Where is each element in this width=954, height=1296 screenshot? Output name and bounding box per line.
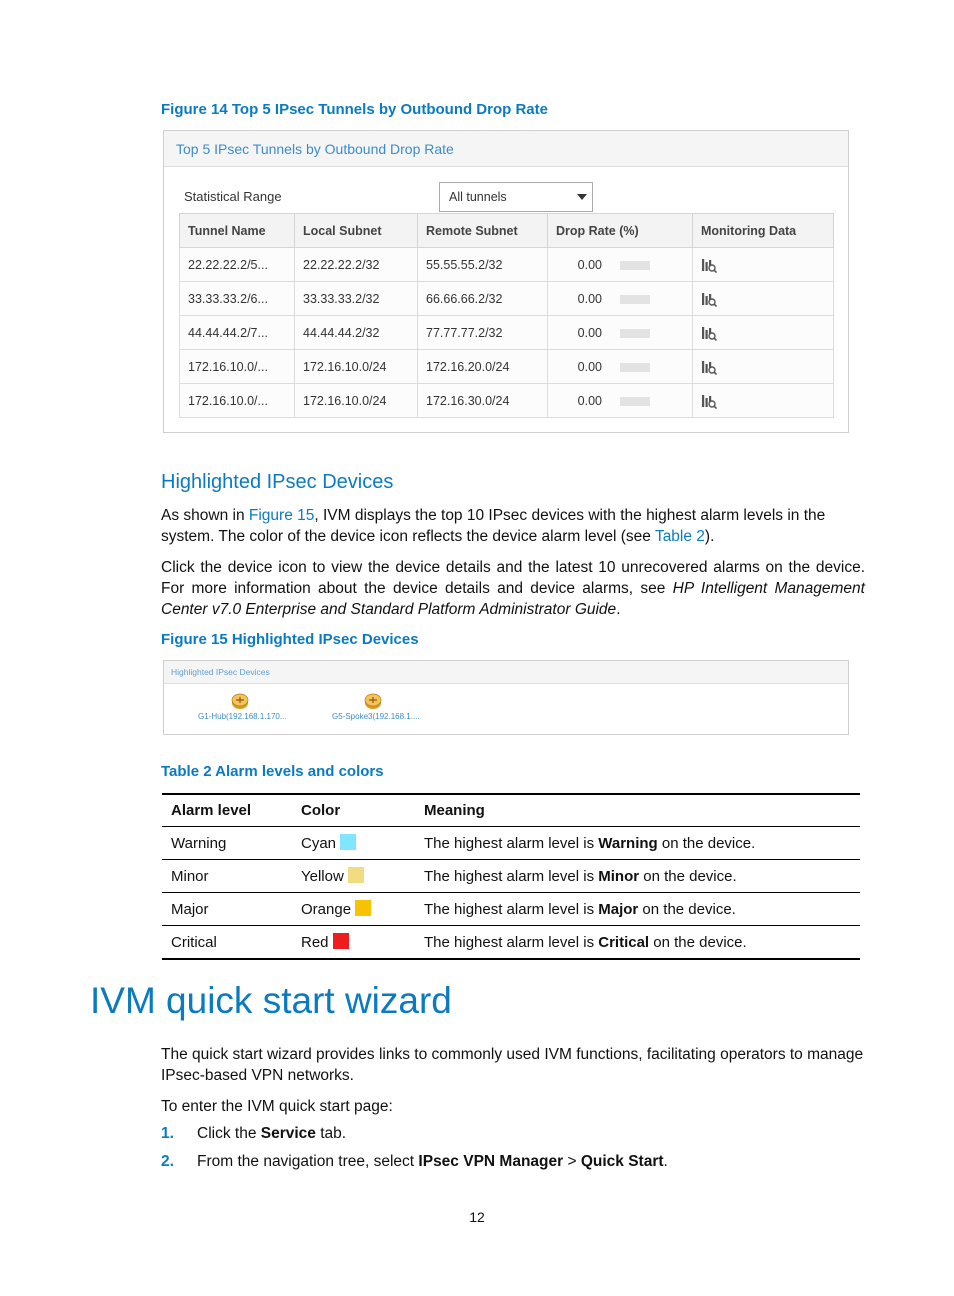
remote-subnet-cell: 55.55.55.2/32 — [418, 248, 548, 282]
drop-rate-value: 0.00 — [577, 393, 602, 408]
color-swatch — [333, 933, 349, 949]
step-1 — [161, 1123, 347, 1144]
nav-ref: IPsec VPN Manager — [418, 1153, 564, 1170]
drop-rate-bar — [620, 363, 650, 372]
tunnel-name-cell: 22.22.22.2/5... — [180, 248, 295, 282]
page-number: 12 — [469, 1209, 485, 1225]
panel-title: Highlighted IPsec Devices — [164, 661, 848, 684]
tunnel-name-cell: 172.16.10.0/... — [180, 350, 295, 384]
table-row — [180, 316, 834, 350]
figure15-link[interactable]: Figure 15 — [248, 507, 315, 524]
paragraph-2 — [161, 557, 865, 620]
text: Click the device icon to view the device details and the latest 10 unrecovered alarms on the device. For more information about the device details and device alarms, see — [161, 559, 865, 597]
text: . — [616, 601, 621, 618]
text: on the device. — [657, 834, 756, 852]
tunnel-name-cell: 172.16.10.0/... — [180, 384, 295, 418]
paragraph-1 — [161, 505, 865, 547]
step-number: 1. — [161, 1125, 174, 1142]
drop-rate-value: 0.00 — [577, 257, 602, 272]
chevron-down-icon — [577, 194, 587, 200]
col-local-subnet[interactable]: Local Subnet — [295, 214, 418, 248]
text: Click the — [197, 1125, 261, 1142]
remote-subnet-cell: 77.77.77.2/32 — [418, 316, 548, 350]
color-swatch — [348, 867, 364, 883]
table-row — [180, 282, 834, 316]
guide-title: HP Intelligent Management Center v7.0 Enterprise and Standard Platform Administrator Guide — [161, 580, 865, 618]
color-name: Yellow — [301, 868, 344, 885]
step-text — [197, 1123, 346, 1144]
alarm-level-bold: Major — [598, 900, 639, 918]
tunnels-table — [179, 213, 834, 418]
local-subnet-cell: 44.44.44.2/32 — [295, 316, 418, 350]
text: The highest alarm level is — [424, 933, 599, 951]
monitoring-cell — [693, 316, 834, 350]
tunnel-name-cell: 33.33.33.2/6... — [180, 282, 295, 316]
step-text — [197, 1151, 668, 1172]
local-subnet-cell: 172.16.10.0/24 — [295, 350, 418, 384]
figure15-caption: Figure 15 Highlighted IPsec Devices — [161, 631, 419, 648]
table-row — [162, 893, 860, 926]
text: on the device. — [638, 900, 736, 918]
alarm-level-bold: Minor — [598, 867, 640, 885]
step-2 — [161, 1151, 668, 1172]
service-tab-ref: Service — [260, 1125, 316, 1142]
col-color: Color — [301, 802, 341, 819]
meaning-cell — [415, 926, 860, 960]
local-subnet-cell: 22.22.22.2/32 — [295, 248, 418, 282]
text: The highest alarm level is — [424, 900, 599, 918]
statistical-range-select[interactable] — [439, 182, 593, 212]
table-row — [180, 384, 834, 418]
table-row — [180, 350, 834, 384]
monitoring-data-icon[interactable] — [701, 291, 717, 305]
drop-rate-bar — [620, 329, 650, 338]
text: , IVM displays the top 10 IPsec devices with the highest alarm levels in the system. The color of the device icon reflects the device alarm level (see — [161, 507, 826, 545]
monitoring-cell — [693, 248, 834, 282]
meaning-cell — [415, 827, 860, 860]
col-drop-rate[interactable]: Drop Rate (%) — [548, 214, 693, 248]
remote-subnet-cell: 172.16.30.0/24 — [418, 384, 548, 418]
table-row — [162, 860, 860, 893]
text: > — [563, 1153, 581, 1170]
col-monitoring-data: Monitoring Data — [693, 214, 834, 248]
text: tab. — [315, 1125, 347, 1142]
text: As shown in — [161, 507, 249, 524]
tunnel-name-cell: 44.44.44.2/7... — [180, 316, 295, 350]
table2-caption: Table 2 Alarm levels and colors — [161, 763, 384, 780]
table-row — [180, 248, 834, 282]
color-name: Orange — [301, 901, 352, 918]
alarm-level-bold: Critical — [598, 933, 650, 951]
table2-link[interactable]: Table 2 — [654, 528, 705, 545]
drop-rate-value: 0.00 — [577, 291, 602, 306]
text: on the device. — [649, 933, 747, 951]
remote-subnet-cell: 66.66.66.2/32 — [418, 282, 548, 316]
table-row — [162, 827, 860, 860]
color-name: Red — [301, 934, 329, 951]
text: From the navigation tree, select — [197, 1153, 419, 1170]
monitoring-data-icon[interactable] — [701, 257, 717, 271]
step-number: 2. — [161, 1153, 174, 1170]
drop-rate-cell — [548, 384, 693, 418]
remote-subnet-cell: 172.16.20.0/24 — [418, 350, 548, 384]
text: . — [663, 1153, 668, 1170]
wizard-paragraph-2: To enter the IVM quick start page: — [161, 1098, 393, 1115]
monitoring-cell — [693, 350, 834, 384]
wizard-paragraph-1: The quick start wizard provides links to commonly used IVM functions, facilitating operators to manage IPsec-based VPN networks. — [161, 1046, 864, 1084]
drop-rate-value: 0.00 — [577, 359, 602, 374]
color-cell — [292, 827, 415, 860]
color-name: Cyan — [301, 835, 337, 852]
color-cell — [292, 893, 415, 926]
monitoring-data-icon[interactable] — [701, 325, 717, 339]
alarm-level-bold: Warning — [598, 834, 658, 852]
drop-rate-cell — [548, 282, 693, 316]
drop-rate-cell — [548, 248, 693, 282]
meaning-cell — [415, 860, 860, 893]
alarm-levels-table — [162, 793, 860, 960]
drop-rate-bar — [620, 295, 650, 304]
monitoring-cell — [693, 384, 834, 418]
table-row — [162, 926, 860, 960]
statistical-range-value: All tunnels — [449, 190, 507, 204]
alarm-level-cell: Critical — [162, 926, 292, 960]
statistical-range-label: Statistical Range — [184, 189, 282, 204]
text: ). — [704, 528, 715, 545]
highlighted-devices-panel — [163, 660, 849, 735]
col-meaning: Meaning — [424, 802, 485, 819]
color-swatch — [340, 834, 356, 850]
text: The highest alarm level is — [424, 834, 599, 852]
drop-rate-cell — [548, 316, 693, 350]
color-swatch — [355, 900, 371, 916]
nav-ref: Quick Start — [580, 1153, 664, 1170]
figure14-caption: Figure 14 Top 5 IPsec Tunnels by Outbound Drop Rate — [161, 101, 548, 118]
drop-rate-bar — [620, 261, 650, 270]
color-cell — [292, 926, 415, 960]
alarm-level-cell: Warning — [162, 827, 292, 860]
device-label[interactable]: G1-Hub(192.168.1.170... — [198, 712, 287, 721]
local-subnet-cell: 172.16.10.0/24 — [295, 384, 418, 418]
device-label[interactable]: G5-Spoke3(192.168.1.... — [332, 712, 420, 721]
wizard-title: IVM quick start wizard — [90, 980, 452, 1021]
col-tunnel-name[interactable]: Tunnel Name — [180, 214, 295, 248]
local-subnet-cell: 33.33.33.2/32 — [295, 282, 418, 316]
monitoring-data-icon[interactable] — [701, 359, 717, 373]
col-alarm-level: Alarm level — [171, 802, 252, 819]
alarm-level-cell: Major — [162, 893, 292, 926]
meaning-cell — [415, 893, 860, 926]
drop-rate-bar — [620, 397, 650, 406]
top5-tunnels-panel — [163, 130, 849, 433]
panel-title: Top 5 IPsec Tunnels by Outbound Drop Rate — [164, 131, 848, 167]
drop-rate-value: 0.00 — [577, 325, 602, 340]
monitoring-data-icon[interactable] — [701, 393, 717, 407]
color-cell — [292, 860, 415, 893]
drop-rate-cell — [548, 350, 693, 384]
monitoring-cell — [693, 282, 834, 316]
col-remote-subnet[interactable]: Remote Subnet — [418, 214, 548, 248]
section-heading: Highlighted IPsec Devices — [161, 471, 394, 493]
text: on the device. — [639, 867, 737, 885]
alarm-level-cell: Minor — [162, 860, 292, 893]
text: The highest alarm level is — [424, 867, 599, 885]
